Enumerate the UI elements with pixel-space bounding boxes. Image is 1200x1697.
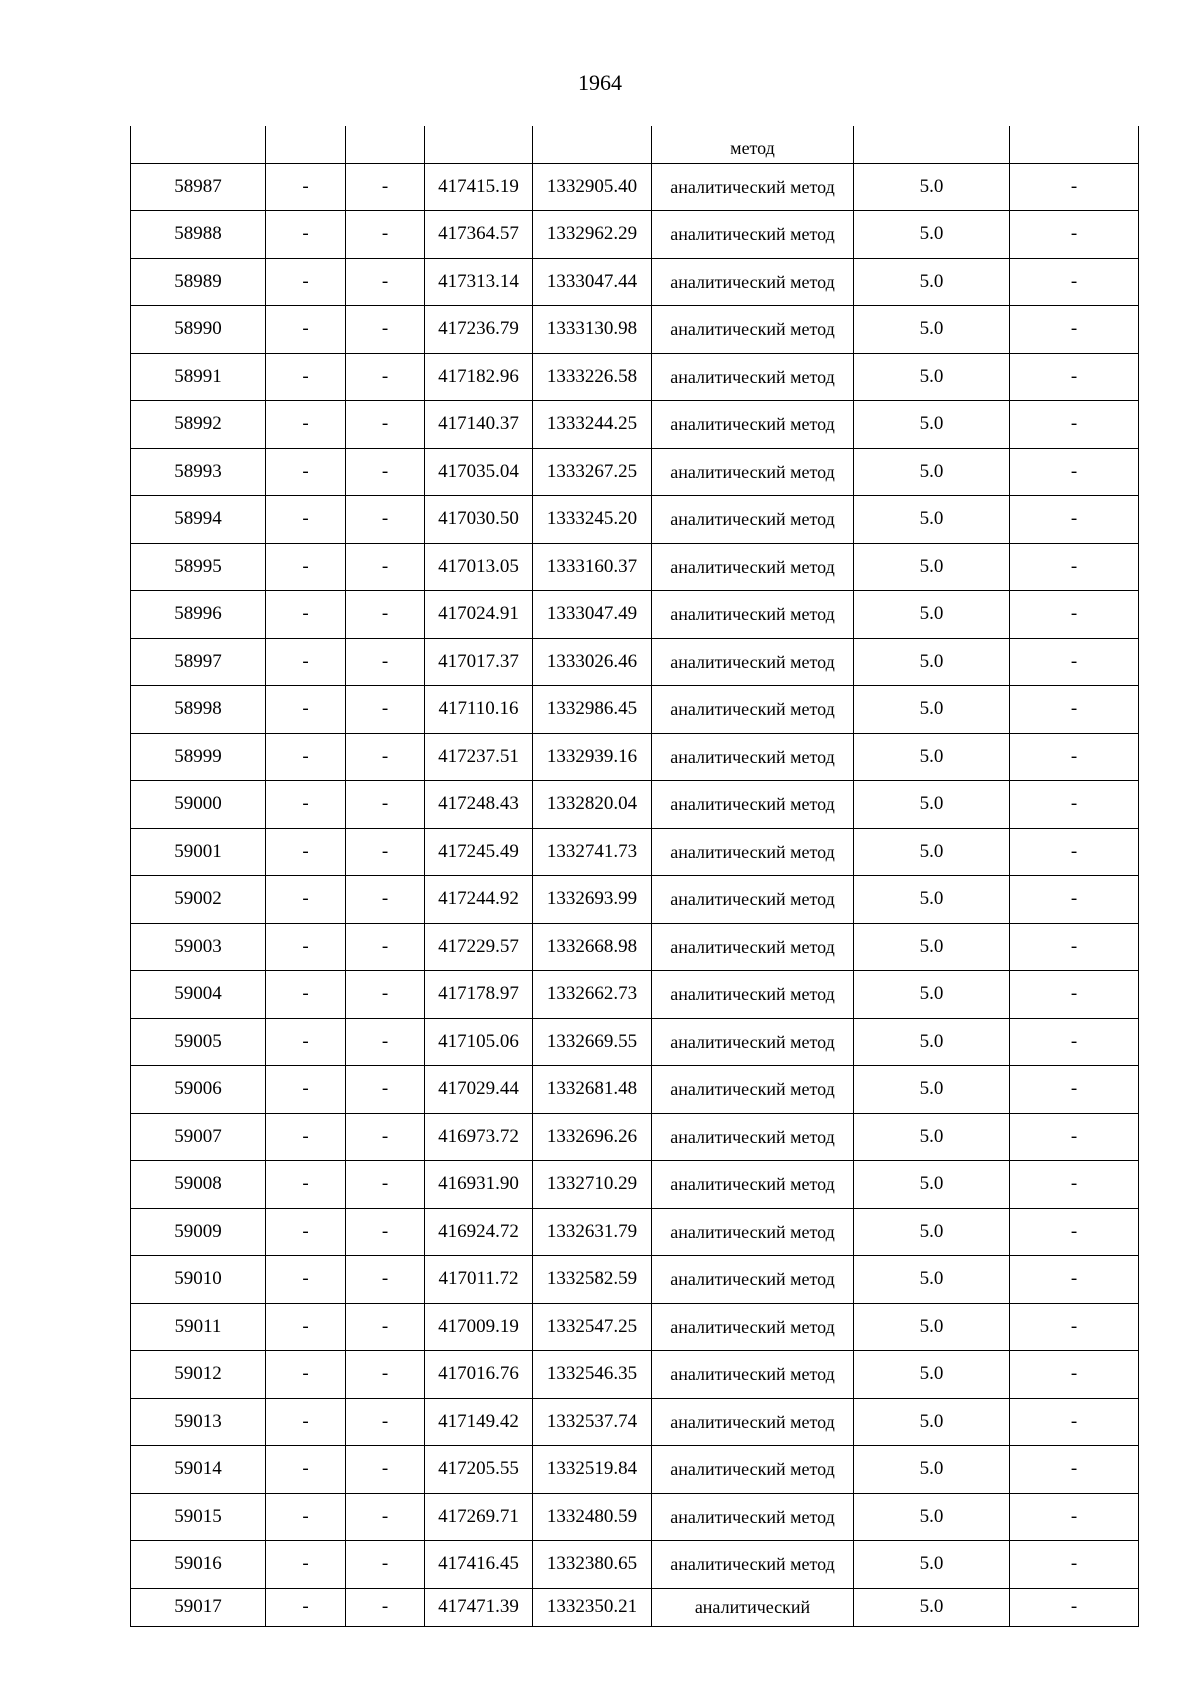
- cell-col3: -: [346, 1303, 425, 1351]
- cell-col8: -: [1010, 1588, 1139, 1626]
- cell-y: 1332962.29: [533, 211, 652, 259]
- cell-col3: -: [346, 923, 425, 971]
- cell-col2: -: [266, 211, 346, 259]
- table-row: [131, 1541, 1139, 1589]
- cell-col3: -: [346, 876, 425, 924]
- cell-col2: -: [266, 163, 346, 211]
- cell-accuracy: 5.0: [854, 1161, 1010, 1209]
- cell-col2: -: [266, 781, 346, 829]
- cell-y: 1333160.37: [533, 543, 652, 591]
- cell-method: аналитический метод: [652, 638, 854, 686]
- table-row: [131, 1208, 1139, 1256]
- cell-method: аналитический метод: [652, 1493, 854, 1541]
- cell-col2: -: [266, 686, 346, 734]
- cell-id: 58993: [131, 448, 266, 496]
- cell-col2: -: [266, 1208, 346, 1256]
- cell-accuracy: 5.0: [854, 543, 1010, 591]
- cell-col8: [1010, 126, 1139, 163]
- cell-col3: -: [346, 638, 425, 686]
- cell-y: 1332480.59: [533, 1493, 652, 1541]
- cell-col2: -: [266, 1351, 346, 1399]
- cell-y: 1332710.29: [533, 1161, 652, 1209]
- cell-col8: -: [1010, 1541, 1139, 1589]
- cell-method: аналитический метод: [652, 401, 854, 449]
- cell-method: аналитический метод: [652, 1398, 854, 1446]
- cell-col3: -: [346, 1541, 425, 1589]
- cell-col2: -: [266, 448, 346, 496]
- cell-method: аналитический метод: [652, 258, 854, 306]
- table-row: [131, 1446, 1139, 1494]
- table-row: [131, 733, 1139, 781]
- cell-col2: -: [266, 733, 346, 781]
- cell-accuracy: 5.0: [854, 1446, 1010, 1494]
- cell-id: 59007: [131, 1113, 266, 1161]
- cell-accuracy: 5.0: [854, 163, 1010, 211]
- cell-id: 59011: [131, 1303, 266, 1351]
- cell-x: 417016.76: [425, 1351, 533, 1399]
- cell-col3: -: [346, 828, 425, 876]
- cell-y: 1332693.99: [533, 876, 652, 924]
- table-row: [131, 1066, 1139, 1114]
- cell-method: аналитический метод: [652, 1303, 854, 1351]
- cell-col2: -: [266, 306, 346, 354]
- cell-col2: -: [266, 258, 346, 306]
- cell-col2: -: [266, 638, 346, 686]
- cell-col8: -: [1010, 163, 1139, 211]
- table-row: [131, 1351, 1139, 1399]
- cell-accuracy: 5.0: [854, 638, 1010, 686]
- cell-method: аналитический метод: [652, 163, 854, 211]
- cell-col3: -: [346, 1256, 425, 1304]
- cell-method: аналитический метод: [652, 971, 854, 1019]
- cell-x: 417236.79: [425, 306, 533, 354]
- cell-method: аналитический метод: [652, 1018, 854, 1066]
- cell-y: 1332696.26: [533, 1113, 652, 1161]
- cell-col2: -: [266, 876, 346, 924]
- cell-id: 58997: [131, 638, 266, 686]
- cell-x: 417140.37: [425, 401, 533, 449]
- cell-col8: -: [1010, 1113, 1139, 1161]
- cell-col8: -: [1010, 1398, 1139, 1446]
- cell-col8: -: [1010, 1161, 1139, 1209]
- cell-col8: -: [1010, 1303, 1139, 1351]
- cell-accuracy: 5.0: [854, 1066, 1010, 1114]
- continuation-row: [131, 126, 1139, 163]
- cell-col3: -: [346, 1493, 425, 1541]
- cell-x: 417313.14: [425, 258, 533, 306]
- cell-y: 1332905.40: [533, 163, 652, 211]
- table-row: [131, 353, 1139, 401]
- cell-id: 58988: [131, 211, 266, 259]
- cell-accuracy: 5.0: [854, 258, 1010, 306]
- table-row: [131, 496, 1139, 544]
- cell-col8: -: [1010, 923, 1139, 971]
- cell-x: 417182.96: [425, 353, 533, 401]
- table-body: [131, 126, 1139, 1626]
- cell-y: 1332939.16: [533, 733, 652, 781]
- cell-id: 58992: [131, 401, 266, 449]
- cell-y: 1333047.44: [533, 258, 652, 306]
- cell-accuracy: 5.0: [854, 923, 1010, 971]
- cell-id: 58999: [131, 733, 266, 781]
- cell-id: 59015: [131, 1493, 266, 1541]
- cell-accuracy: 5.0: [854, 401, 1010, 449]
- cell-id: 58994: [131, 496, 266, 544]
- cell-col2: -: [266, 1066, 346, 1114]
- cell-col8: -: [1010, 638, 1139, 686]
- cell-y: 1332669.55: [533, 1018, 652, 1066]
- cell-y: 1332537.74: [533, 1398, 652, 1446]
- cell-accuracy: 5.0: [854, 1208, 1010, 1256]
- table-row: [131, 1161, 1139, 1209]
- cell-accuracy: 5.0: [854, 1351, 1010, 1399]
- cell-col2: -: [266, 1493, 346, 1541]
- cell-col8: -: [1010, 496, 1139, 544]
- cell-col8: -: [1010, 401, 1139, 449]
- cell-x: 417248.43: [425, 781, 533, 829]
- cell-col8: -: [1010, 258, 1139, 306]
- cell-accuracy: 5.0: [854, 828, 1010, 876]
- cell-y: 1333226.58: [533, 353, 652, 401]
- cell-col3: -: [346, 1351, 425, 1399]
- cell-id: 58989: [131, 258, 266, 306]
- cell-col8: -: [1010, 543, 1139, 591]
- cell-method: аналитический метод: [652, 1208, 854, 1256]
- cell-accuracy: [854, 126, 1010, 163]
- cell-col8: -: [1010, 211, 1139, 259]
- cell-y: [533, 126, 652, 163]
- cell-col2: -: [266, 1398, 346, 1446]
- table-row: [131, 401, 1139, 449]
- cell-id: 59001: [131, 828, 266, 876]
- cell-y: 1333245.20: [533, 496, 652, 544]
- cell-y: 1332380.65: [533, 1541, 652, 1589]
- cell-x: 417105.06: [425, 1018, 533, 1066]
- cell-id: 58987: [131, 163, 266, 211]
- cell-id: 59004: [131, 971, 266, 1019]
- cell-method: аналитический метод: [652, 781, 854, 829]
- table-row: [131, 211, 1139, 259]
- cell-x: 417205.55: [425, 1446, 533, 1494]
- cell-col2: -: [266, 1541, 346, 1589]
- cell-col3: -: [346, 401, 425, 449]
- cell-x: 416924.72: [425, 1208, 533, 1256]
- cell-col2: -: [266, 828, 346, 876]
- cell-col8: -: [1010, 1208, 1139, 1256]
- cell-accuracy: 5.0: [854, 353, 1010, 401]
- cell-accuracy: 5.0: [854, 1588, 1010, 1626]
- cell-col3: -: [346, 163, 425, 211]
- cell-x: 417029.44: [425, 1066, 533, 1114]
- cell-method: аналитический метод: [652, 1351, 854, 1399]
- cell-col8: -: [1010, 591, 1139, 639]
- cell-x: 417149.42: [425, 1398, 533, 1446]
- cell-id: 59005: [131, 1018, 266, 1066]
- cell-y: 1333047.49: [533, 591, 652, 639]
- cell-id: 58998: [131, 686, 266, 734]
- cell-accuracy: 5.0: [854, 1113, 1010, 1161]
- cell-col3: -: [346, 306, 425, 354]
- cell-accuracy: 5.0: [854, 1303, 1010, 1351]
- cell-col3: -: [346, 1398, 425, 1446]
- cell-accuracy: 5.0: [854, 781, 1010, 829]
- cell-x: 417415.19: [425, 163, 533, 211]
- cell-col3: -: [346, 591, 425, 639]
- cell-col8: -: [1010, 971, 1139, 1019]
- cell-y: 1333267.25: [533, 448, 652, 496]
- cell-x: 417030.50: [425, 496, 533, 544]
- table-row: [131, 1398, 1139, 1446]
- cell-x: 417364.57: [425, 211, 533, 259]
- cell-col8: -: [1010, 686, 1139, 734]
- cell-accuracy: 5.0: [854, 971, 1010, 1019]
- table-row: [131, 828, 1139, 876]
- cell-accuracy: 5.0: [854, 306, 1010, 354]
- table-row: [131, 543, 1139, 591]
- cell-col8: -: [1010, 733, 1139, 781]
- table-row: [131, 448, 1139, 496]
- cell-id: 59008: [131, 1161, 266, 1209]
- cell-col3: -: [346, 971, 425, 1019]
- cell-x: 417024.91: [425, 591, 533, 639]
- cell-col2: -: [266, 1018, 346, 1066]
- cell-x: 417471.39: [425, 1588, 533, 1626]
- cell-method: метод: [652, 126, 854, 163]
- cell-x: 417017.37: [425, 638, 533, 686]
- cell-id: 59000: [131, 781, 266, 829]
- cell-method: аналитический метод: [652, 496, 854, 544]
- cell-method: аналитический метод: [652, 1446, 854, 1494]
- table-row: [131, 638, 1139, 686]
- cell-id: 58996: [131, 591, 266, 639]
- cell-method: аналитический метод: [652, 686, 854, 734]
- cell-y: 1332547.25: [533, 1303, 652, 1351]
- cell-method: аналитический метод: [652, 828, 854, 876]
- cell-col3: -: [346, 353, 425, 401]
- cell-method: аналитический метод: [652, 1541, 854, 1589]
- table-row: [131, 163, 1139, 211]
- cell-accuracy: 5.0: [854, 496, 1010, 544]
- cell-col8: -: [1010, 353, 1139, 401]
- cell-col8: -: [1010, 448, 1139, 496]
- cell-col3: -: [346, 543, 425, 591]
- cell-id: 59010: [131, 1256, 266, 1304]
- cell-col8: -: [1010, 781, 1139, 829]
- cell-method: аналитический метод: [652, 448, 854, 496]
- cell-col8: -: [1010, 1256, 1139, 1304]
- cell-col8: -: [1010, 1351, 1139, 1399]
- table-row: [131, 306, 1139, 354]
- cell-col3: -: [346, 496, 425, 544]
- cell-id: 59009: [131, 1208, 266, 1256]
- cell-id: 59013: [131, 1398, 266, 1446]
- table-row: [131, 1113, 1139, 1161]
- cell-y: 1332519.84: [533, 1446, 652, 1494]
- cell-id: 59003: [131, 923, 266, 971]
- cell-col3: -: [346, 448, 425, 496]
- cell-col3: -: [346, 1113, 425, 1161]
- table-row: [131, 876, 1139, 924]
- cell-y: 1332820.04: [533, 781, 652, 829]
- cell-accuracy: 5.0: [854, 1541, 1010, 1589]
- cell-col2: -: [266, 1161, 346, 1209]
- cell-col3: -: [346, 1208, 425, 1256]
- cell-col2: -: [266, 401, 346, 449]
- page-number: 1964: [578, 70, 622, 95]
- cell-method: аналитический метод: [652, 543, 854, 591]
- cell-method: аналитический метод: [652, 1113, 854, 1161]
- cell-y: 1332546.35: [533, 1351, 652, 1399]
- cell-id: 59017: [131, 1588, 266, 1626]
- cell-col2: -: [266, 923, 346, 971]
- cell-method: аналитический метод: [652, 591, 854, 639]
- cell-x: [425, 126, 533, 163]
- table-row: [131, 971, 1139, 1019]
- cell-col3: -: [346, 1446, 425, 1494]
- cell-y: 1332662.73: [533, 971, 652, 1019]
- cell-y: 1333026.46: [533, 638, 652, 686]
- cell-id: 58995: [131, 543, 266, 591]
- cell-id: [131, 126, 266, 163]
- cell-y: 1332668.98: [533, 923, 652, 971]
- cell-col8: -: [1010, 306, 1139, 354]
- table-row: [131, 591, 1139, 639]
- cell-method: аналитический метод: [652, 353, 854, 401]
- cell-col2: -: [266, 1256, 346, 1304]
- cell-accuracy: 5.0: [854, 686, 1010, 734]
- cell-col8: -: [1010, 1066, 1139, 1114]
- cell-method: аналитический метод: [652, 1066, 854, 1114]
- cell-col2: -: [266, 543, 346, 591]
- cell-y: 1332741.73: [533, 828, 652, 876]
- cell-col8: -: [1010, 1018, 1139, 1066]
- cell-x: 417229.57: [425, 923, 533, 971]
- cell-method: аналитический метод: [652, 211, 854, 259]
- cell-x: 417013.05: [425, 543, 533, 591]
- cell-x: 417011.72: [425, 1256, 533, 1304]
- table-row: [131, 1588, 1139, 1626]
- table-row: [131, 781, 1139, 829]
- table-row: [131, 1493, 1139, 1541]
- cell-method: аналитический метод: [652, 1161, 854, 1209]
- cell-id: 59016: [131, 1541, 266, 1589]
- cell-accuracy: 5.0: [854, 591, 1010, 639]
- cell-id: 58991: [131, 353, 266, 401]
- cell-col8: -: [1010, 1446, 1139, 1494]
- cell-id: 59014: [131, 1446, 266, 1494]
- cell-y: 1333130.98: [533, 306, 652, 354]
- table-row: [131, 1303, 1139, 1351]
- cell-x: 417035.04: [425, 448, 533, 496]
- cell-method: аналитический метод: [652, 1256, 854, 1304]
- cell-x: 417178.97: [425, 971, 533, 1019]
- cell-y: 1332986.45: [533, 686, 652, 734]
- cell-y: 1333244.25: [533, 401, 652, 449]
- cell-col3: [346, 126, 425, 163]
- cell-col8: -: [1010, 1493, 1139, 1541]
- cell-col3: -: [346, 1066, 425, 1114]
- cell-x: 417237.51: [425, 733, 533, 781]
- cell-col3: -: [346, 781, 425, 829]
- cell-id: 59002: [131, 876, 266, 924]
- coordinates-table: [130, 126, 1139, 1627]
- table-row: [131, 1018, 1139, 1066]
- cell-method: аналитический: [652, 1588, 854, 1626]
- cell-id: 59006: [131, 1066, 266, 1114]
- cell-method: аналитический метод: [652, 733, 854, 781]
- cell-y: 1332350.21: [533, 1588, 652, 1626]
- cell-accuracy: 5.0: [854, 733, 1010, 781]
- cell-accuracy: 5.0: [854, 1493, 1010, 1541]
- table-row: [131, 686, 1139, 734]
- cell-accuracy: 5.0: [854, 1018, 1010, 1066]
- cell-x: 416931.90: [425, 1161, 533, 1209]
- cell-method: аналитический метод: [652, 876, 854, 924]
- cell-accuracy: 5.0: [854, 211, 1010, 259]
- table-row: [131, 1256, 1139, 1304]
- cell-col3: -: [346, 1588, 425, 1626]
- cell-col2: [266, 126, 346, 163]
- cell-accuracy: 5.0: [854, 876, 1010, 924]
- cell-x: 416973.72: [425, 1113, 533, 1161]
- cell-x: 417244.92: [425, 876, 533, 924]
- cell-method: аналитический метод: [652, 923, 854, 971]
- cell-y: 1332631.79: [533, 1208, 652, 1256]
- cell-x: 417245.49: [425, 828, 533, 876]
- cell-y: 1332582.59: [533, 1256, 652, 1304]
- cell-col2: -: [266, 971, 346, 1019]
- cell-col8: -: [1010, 828, 1139, 876]
- cell-accuracy: 5.0: [854, 1398, 1010, 1446]
- cell-col3: -: [346, 211, 425, 259]
- table-row: [131, 258, 1139, 306]
- cell-col2: -: [266, 1446, 346, 1494]
- cell-col2: -: [266, 1588, 346, 1626]
- cell-col3: -: [346, 1018, 425, 1066]
- cell-method: аналитический метод: [652, 306, 854, 354]
- cell-x: 417269.71: [425, 1493, 533, 1541]
- cell-col2: -: [266, 1303, 346, 1351]
- cell-accuracy: 5.0: [854, 1256, 1010, 1304]
- cell-id: 58990: [131, 306, 266, 354]
- cell-col3: -: [346, 686, 425, 734]
- cell-col3: -: [346, 258, 425, 306]
- cell-col2: -: [266, 353, 346, 401]
- cell-col2: -: [266, 591, 346, 639]
- cell-y: 1332681.48: [533, 1066, 652, 1114]
- cell-col3: -: [346, 1161, 425, 1209]
- cell-col2: -: [266, 1113, 346, 1161]
- cell-id: 59012: [131, 1351, 266, 1399]
- cell-x: 417110.16: [425, 686, 533, 734]
- table-row: [131, 923, 1139, 971]
- cell-x: 417009.19: [425, 1303, 533, 1351]
- cell-col8: -: [1010, 876, 1139, 924]
- cell-col2: -: [266, 496, 346, 544]
- cell-accuracy: 5.0: [854, 448, 1010, 496]
- cell-col3: -: [346, 733, 425, 781]
- cell-x: 417416.45: [425, 1541, 533, 1589]
